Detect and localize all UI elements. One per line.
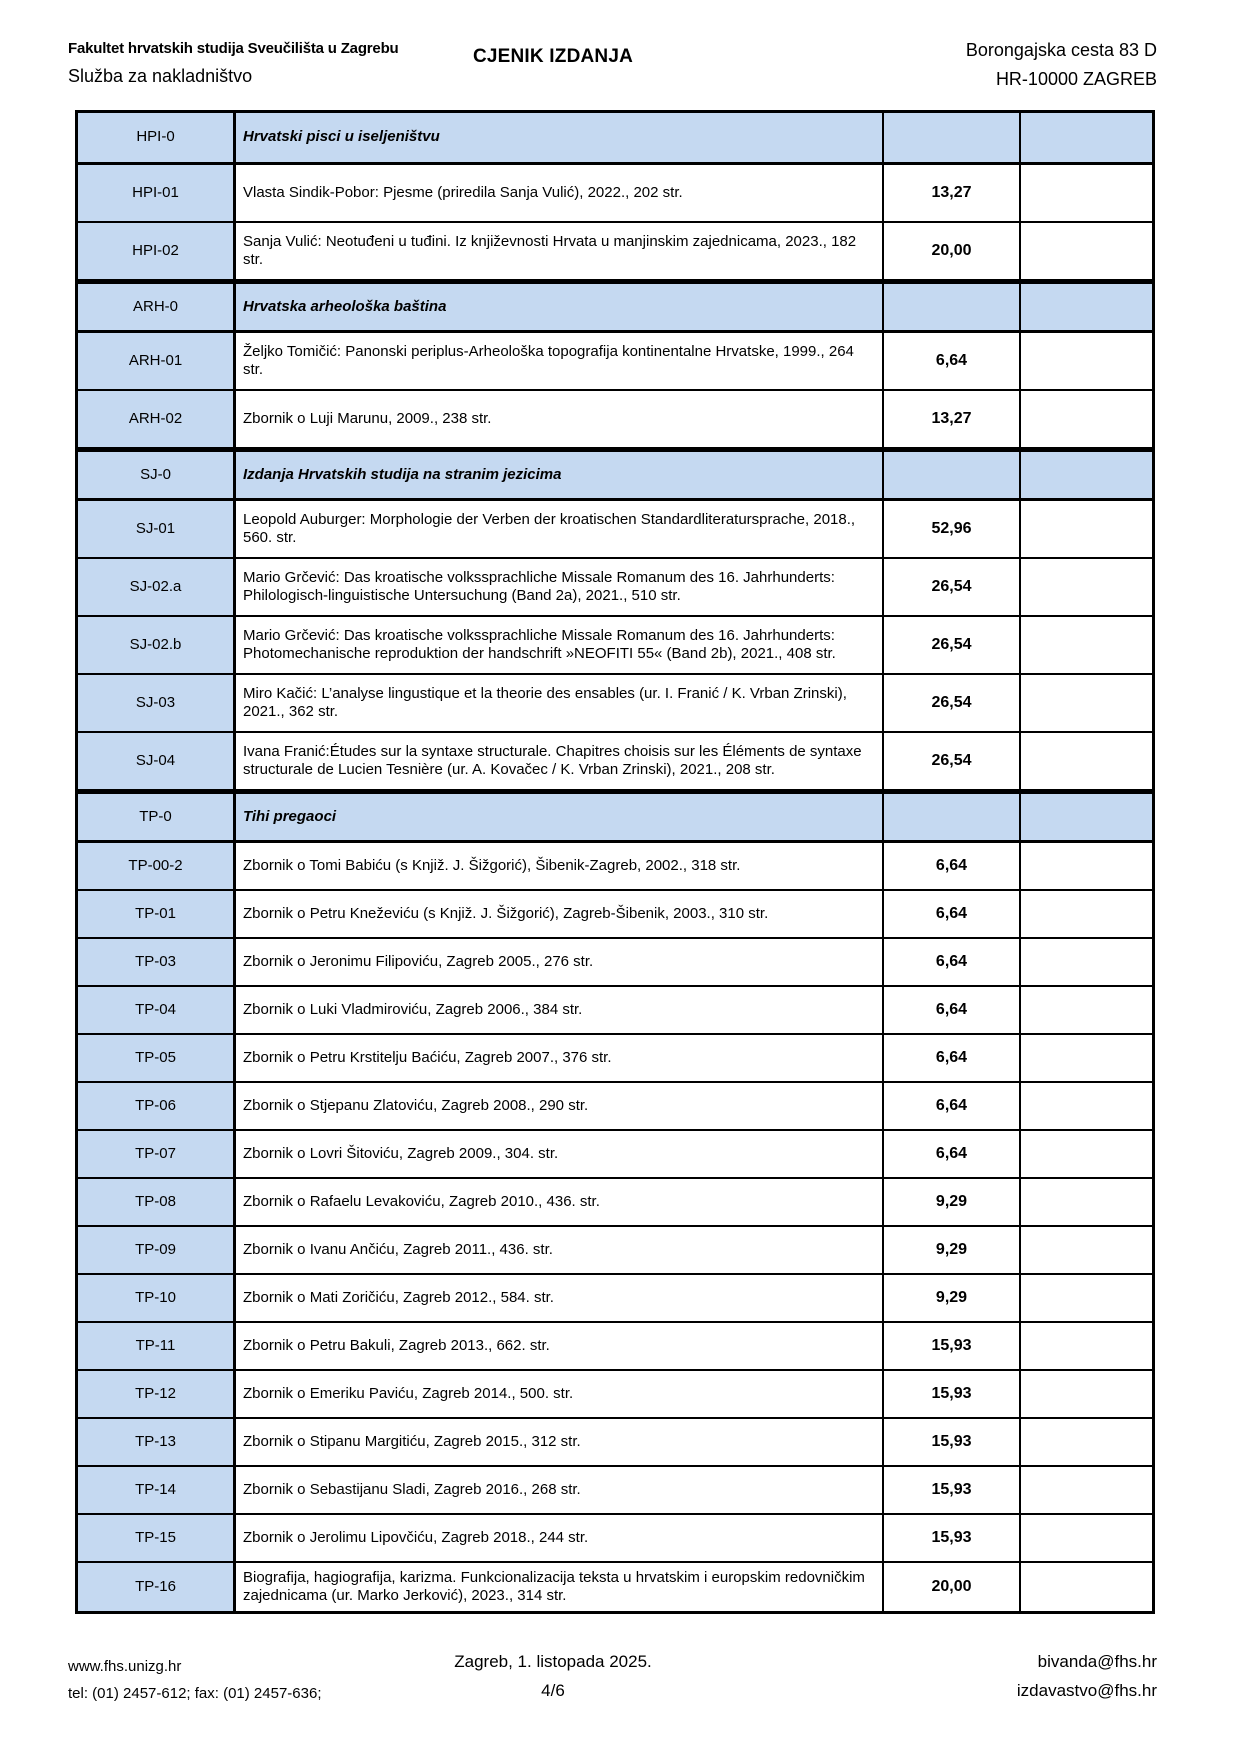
section-row xyxy=(78,113,1152,165)
website: www.fhs.unizg.hr xyxy=(68,1658,182,1675)
row-title: Mario Grčević: Das kroatische volkssprachliche Missale Romanum des 16. Jahrhunderts: Photomechanische reproduktion der handschrift »NEOFITI 55« (Band 2b), 2021., 408 str. xyxy=(236,617,884,673)
row-code: TP-16 xyxy=(78,1563,236,1611)
row-price xyxy=(884,113,1021,162)
table-row xyxy=(78,333,1152,391)
row-note-cell xyxy=(1021,391,1152,447)
table-row xyxy=(78,1035,1152,1083)
row-title: Tihi pregaoci xyxy=(236,794,884,840)
row-price: 6,64 xyxy=(884,1035,1021,1081)
table-row xyxy=(78,391,1152,449)
row-title: Zbornik o Sebastijanu Sladi, Zagreb 2016., 268 str. xyxy=(236,1467,884,1513)
row-note-cell xyxy=(1021,1563,1152,1611)
row-price: 26,54 xyxy=(884,617,1021,673)
row-note-cell xyxy=(1021,333,1152,389)
row-code: TP-13 xyxy=(78,1419,236,1465)
row-title: Mario Grčević: Das kroatische volkssprachliche Missale Romanum des 16. Jahrhunderts: Philologisch-linguistische Untersuchung (Band 2a), 2021., 510 str. xyxy=(236,559,884,615)
table-row xyxy=(78,1563,1152,1611)
row-title: Vlasta Sindik-Pobor: Pjesme (priredila Sanja Vulić), 2022., 202 str. xyxy=(236,165,884,221)
row-note-cell xyxy=(1021,939,1152,985)
address-city: HR-10000 ZAGREB xyxy=(995,69,1157,89)
page-number: 4/6 xyxy=(541,1681,565,1700)
row-price: 20,00 xyxy=(884,1563,1021,1611)
row-note-cell xyxy=(1021,843,1152,889)
row-code: SJ-01 xyxy=(78,501,236,557)
org-name: Fakultet hrvatskih studija Sveučilišta u Zagrebu xyxy=(68,40,399,57)
row-title: Sanja Vulić: Neotuđeni u tuđini. Iz književnosti Hrvata u manjinskim zajednicama, 2023., 182 str. xyxy=(236,223,884,279)
row-price: 6,64 xyxy=(884,1083,1021,1129)
row-note-cell xyxy=(1021,891,1152,937)
row-title: Zbornik o Jerolimu Lipovčiću, Zagreb 2018., 244 str. xyxy=(236,1515,884,1561)
table-row xyxy=(78,987,1152,1035)
table-row xyxy=(78,617,1152,675)
page-title: CJENIK IZDANJA xyxy=(472,46,634,67)
row-title: Zbornik o Stipanu Margitiću, Zagreb 2015., 312 str. xyxy=(236,1419,884,1465)
phone-fax: tel: (01) 2457-612; fax: (01) 2457-636; xyxy=(68,1685,322,1702)
price-table xyxy=(75,110,1155,1614)
row-title: Zbornik o Petru Bakuli, Zagreb 2013., 662. str. xyxy=(236,1323,884,1369)
footer-emails xyxy=(1017,1652,1157,1701)
row-price: 15,93 xyxy=(884,1419,1021,1465)
table-row xyxy=(78,1371,1152,1419)
row-price: 6,64 xyxy=(884,987,1021,1033)
row-note-cell xyxy=(1021,1035,1152,1081)
row-code: SJ-02.b xyxy=(78,617,236,673)
row-title: Leopold Auburger: Morphologie der Verben der kroatischen Standardliteratursprache, 2018., 560. str. xyxy=(236,501,884,557)
row-price xyxy=(884,284,1021,330)
row-code: HPI-01 xyxy=(78,165,236,221)
row-price: 6,64 xyxy=(884,1131,1021,1177)
row-price: 9,29 xyxy=(884,1179,1021,1225)
row-price xyxy=(884,452,1021,498)
row-price: 26,54 xyxy=(884,559,1021,615)
row-price: 26,54 xyxy=(884,733,1021,789)
table-row xyxy=(78,165,1152,223)
row-code: TP-03 xyxy=(78,939,236,985)
row-title: Zbornik o Luji Marunu, 2009., 238 str. xyxy=(236,391,884,447)
row-code: TP-10 xyxy=(78,1275,236,1321)
row-note-cell xyxy=(1021,1227,1152,1273)
row-note-cell xyxy=(1021,1083,1152,1129)
row-title: Željko Tomičić: Panonski periplus-Arheološka topografija kontinentalne Hrvatske, 1999., 264 str. xyxy=(236,333,884,389)
row-code: ARH-0 xyxy=(78,284,236,330)
row-code: SJ-03 xyxy=(78,675,236,731)
row-note-cell xyxy=(1021,794,1152,840)
row-note-cell xyxy=(1021,1179,1152,1225)
row-note-cell xyxy=(1021,675,1152,731)
row-code: TP-06 xyxy=(78,1083,236,1129)
row-title: Zbornik o Ivanu Ančiću, Zagreb 2011., 436. str. xyxy=(236,1227,884,1273)
row-title: Hrvatski pisci u iseljeništvu xyxy=(236,113,884,162)
row-price: 15,93 xyxy=(884,1323,1021,1369)
row-price: 13,27 xyxy=(884,165,1021,221)
row-title: Zbornik o Lovri Šitoviću, Zagreb 2009., 304. str. xyxy=(236,1131,884,1177)
table-row xyxy=(78,223,1152,281)
row-code: TP-01 xyxy=(78,891,236,937)
table-row xyxy=(78,1467,1152,1515)
row-note-cell xyxy=(1021,617,1152,673)
row-title: Zbornik o Tomi Babiću (s Knjiž. J. Šižgorić), Šibenik-Zagreb, 2002., 318 str. xyxy=(236,843,884,889)
row-code: TP-15 xyxy=(78,1515,236,1561)
footer-contact xyxy=(68,1658,322,1702)
row-price: 9,29 xyxy=(884,1227,1021,1273)
row-note-cell xyxy=(1021,733,1152,789)
row-note-cell xyxy=(1021,1275,1152,1321)
table-row xyxy=(78,1275,1152,1323)
table-row xyxy=(78,1419,1152,1467)
table-row xyxy=(78,1227,1152,1275)
row-code: TP-07 xyxy=(78,1131,236,1177)
footer-center xyxy=(353,1652,753,1701)
row-code: SJ-02.a xyxy=(78,559,236,615)
row-title: Zbornik o Stjepanu Zlatoviću, Zagreb 2008., 290 str. xyxy=(236,1083,884,1129)
row-code: TP-00-2 xyxy=(78,843,236,889)
place-date: Zagreb, 1. listopada 2025. xyxy=(454,1652,652,1671)
section-row xyxy=(78,791,1152,843)
row-price: 26,54 xyxy=(884,675,1021,731)
table-row xyxy=(78,501,1152,559)
row-price: 15,93 xyxy=(884,1515,1021,1561)
table-row xyxy=(78,675,1152,733)
row-code: TP-12 xyxy=(78,1371,236,1417)
row-note-cell xyxy=(1021,1515,1152,1561)
section-row xyxy=(78,449,1152,501)
row-price: 6,64 xyxy=(884,843,1021,889)
header-org xyxy=(68,40,399,87)
table-row xyxy=(78,1131,1152,1179)
table-row xyxy=(78,1179,1152,1227)
row-price: 6,64 xyxy=(884,333,1021,389)
row-code: TP-11 xyxy=(78,1323,236,1369)
row-note-cell xyxy=(1021,1467,1152,1513)
table-row xyxy=(78,891,1152,939)
row-title: Zbornik o Luki Vladmiroviću, Zagreb 2006., 384 str. xyxy=(236,987,884,1033)
row-note-cell xyxy=(1021,987,1152,1033)
row-code: TP-0 xyxy=(78,794,236,840)
price-table-body xyxy=(78,113,1152,1611)
table-row xyxy=(78,733,1152,791)
dept-name: Služba za nakladništvo xyxy=(68,66,253,86)
row-price: 15,93 xyxy=(884,1467,1021,1513)
row-note-cell xyxy=(1021,223,1152,279)
table-row xyxy=(78,939,1152,987)
row-title: Hrvatska arheološka baština xyxy=(236,284,884,330)
table-row xyxy=(78,1083,1152,1131)
row-note-cell xyxy=(1021,1419,1152,1465)
row-price: 20,00 xyxy=(884,223,1021,279)
row-note-cell xyxy=(1021,165,1152,221)
table-row xyxy=(78,1515,1152,1563)
email-1: bivanda@fhs.hr xyxy=(1037,1652,1157,1671)
row-note-cell xyxy=(1021,1131,1152,1177)
row-price: 6,64 xyxy=(884,939,1021,985)
row-price: 13,27 xyxy=(884,391,1021,447)
email-2: izdavastvo@fhs.hr xyxy=(1016,1681,1157,1700)
row-title: Zbornik o Petru Krstitelju Baćiću, Zagreb 2007., 376 str. xyxy=(236,1035,884,1081)
row-code: ARH-02 xyxy=(78,391,236,447)
table-row xyxy=(78,1323,1152,1371)
row-price: 9,29 xyxy=(884,1275,1021,1321)
row-title: Miro Kačić: L’analyse lingustique et la theorie des ensables (ur. I. Franić / K. Vrban Zrinski), 2021., 362 str. xyxy=(236,675,884,731)
table-row xyxy=(78,843,1152,891)
row-note-cell xyxy=(1021,501,1152,557)
row-code: HPI-02 xyxy=(78,223,236,279)
row-code: SJ-0 xyxy=(78,452,236,498)
section-row xyxy=(78,281,1152,333)
row-price: 15,93 xyxy=(884,1371,1021,1417)
header-address xyxy=(966,40,1157,90)
row-title: Zbornik o Jeronimu Filipoviću, Zagreb 2005., 276 str. xyxy=(236,939,884,985)
row-title: Zbornik o Rafaelu Levakoviću, Zagreb 2010., 436. str. xyxy=(236,1179,884,1225)
row-price: 6,64 xyxy=(884,891,1021,937)
row-code: TP-08 xyxy=(78,1179,236,1225)
row-title: Zbornik o Emeriku Paviću, Zagreb 2014., 500. str. xyxy=(236,1371,884,1417)
row-note-cell xyxy=(1021,113,1152,162)
row-note-cell xyxy=(1021,284,1152,330)
row-code: HPI-0 xyxy=(78,113,236,162)
row-code: ARH-01 xyxy=(78,333,236,389)
row-title: Biografija, hagiografija, karizma. Funkcionalizacija teksta u hrvatskim i europskim redovničkim zajednicama (ur. Marko Jerković), 2023., 314 str. xyxy=(236,1563,884,1611)
row-note-cell xyxy=(1021,1371,1152,1417)
row-note-cell xyxy=(1021,452,1152,498)
row-code: TP-05 xyxy=(78,1035,236,1081)
address-street: Borongajska cesta 83 D xyxy=(965,40,1157,60)
row-code: TP-14 xyxy=(78,1467,236,1513)
row-title: Zbornik o Petru Kneževiću (s Knjiž. J. Šižgorić), Zagreb-Šibenik, 2003., 310 str. xyxy=(236,891,884,937)
row-title: Ivana Franić:Études sur la syntaxe structurale. Chapitres choisis sur les Éléments de syntaxe structurale de Lucien Tesnière (ur. A. Kovačec / K. Vrban Zrinski), 2021., 208 str. xyxy=(236,733,884,789)
row-note-cell xyxy=(1021,559,1152,615)
row-code: TP-04 xyxy=(78,987,236,1033)
table-row xyxy=(78,559,1152,617)
row-price xyxy=(884,794,1021,840)
row-title: Izdanja Hrvatskih studija na stranim jezicima xyxy=(236,452,884,498)
row-note-cell xyxy=(1021,1323,1152,1369)
row-title: Zbornik o Mati Zoričiću, Zagreb 2012., 584. str. xyxy=(236,1275,884,1321)
row-code: TP-09 xyxy=(78,1227,236,1273)
row-price: 52,96 xyxy=(884,501,1021,557)
row-code: SJ-04 xyxy=(78,733,236,789)
